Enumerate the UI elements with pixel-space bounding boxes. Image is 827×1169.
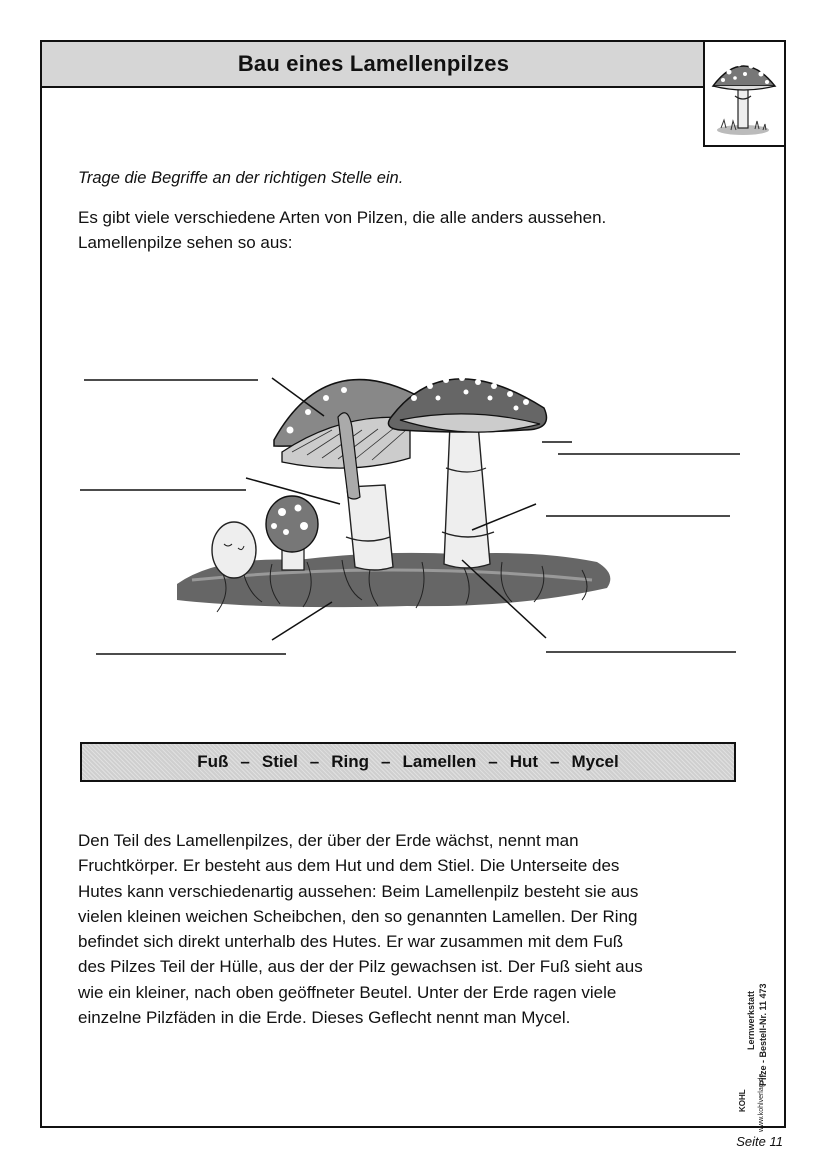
page-title: Bau eines Lamellenpilzes — [237, 51, 510, 76]
body-line: Fruchtkörper. Er besteht aus dem Hut und dem Stiel. Die Unterseite des — [78, 856, 620, 876]
body-line: befindet sich direkt unterhalb des Hutes. Er war zusammen mit dem Fuß — [78, 932, 624, 952]
publisher-url: www.kohlverlag.de — [758, 1073, 765, 1132]
body-line: des Pilzes Teil der Hülle, aus der der Pilz gewachsen ist. Der Fuß sieht aus — [78, 957, 643, 977]
term-item: Mycel — [571, 752, 619, 771]
mushroom-thumbnail-icon — [703, 42, 784, 147]
term-item: Ring — [331, 752, 370, 771]
intro-paragraph — [78, 205, 718, 255]
term-item: Hut — [509, 752, 539, 771]
body-line: wie ein kleiner, nach oben geöffneter Beutel. Unter der Erde ragen viele — [78, 982, 617, 1002]
worksheet-frame — [40, 40, 786, 1132]
page-number: Seite 11 — [736, 1134, 783, 1149]
term-separator: – — [240, 752, 250, 771]
body-line: Den Teil des Lamellenpilzes, der über der Erde wächst, nennt man — [78, 831, 579, 850]
intro-line: Lamellenpilze sehen so aus: — [78, 233, 293, 252]
term-separator: – — [381, 752, 391, 771]
term-item: Lamellen — [402, 752, 477, 771]
intro-line: Es gibt viele verschiedene Arten von Pilzen, die alle anders aussehen. — [78, 208, 607, 227]
mushroom-diagram — [42, 312, 788, 662]
instruction-text: Trage die Begriffe an der richtigen Stelle ein. — [78, 169, 404, 187]
publisher-info — [732, 922, 782, 1132]
term-separator: – — [309, 752, 320, 771]
publisher-order-number: Pilze - Bestell-Nr. 11 473 — [758, 983, 768, 1086]
term-separator: – — [488, 752, 498, 771]
publisher-series: Lernwerkstatt — [746, 990, 756, 1050]
term-item: Stiel — [261, 752, 298, 771]
publisher-brand: KOHL — [738, 1089, 747, 1112]
term-list-box — [80, 742, 736, 782]
body-line: vielen kleinen weichen Scheibchen, den so genannten Lamellen. Der Ring — [78, 906, 638, 926]
body-line: Hutes kann verschiedenartig aussehen: Beim Lamellenpilz besteht sie aus — [78, 881, 639, 901]
body-line: einzelne Pilzfäden in die Erde. Dieses Geflecht nennt man Mycel. — [78, 1008, 571, 1028]
body-paragraph — [78, 828, 738, 1030]
term-separator: – — [550, 752, 560, 771]
title-bar — [42, 42, 707, 88]
term-item: Fuß — [197, 752, 229, 771]
